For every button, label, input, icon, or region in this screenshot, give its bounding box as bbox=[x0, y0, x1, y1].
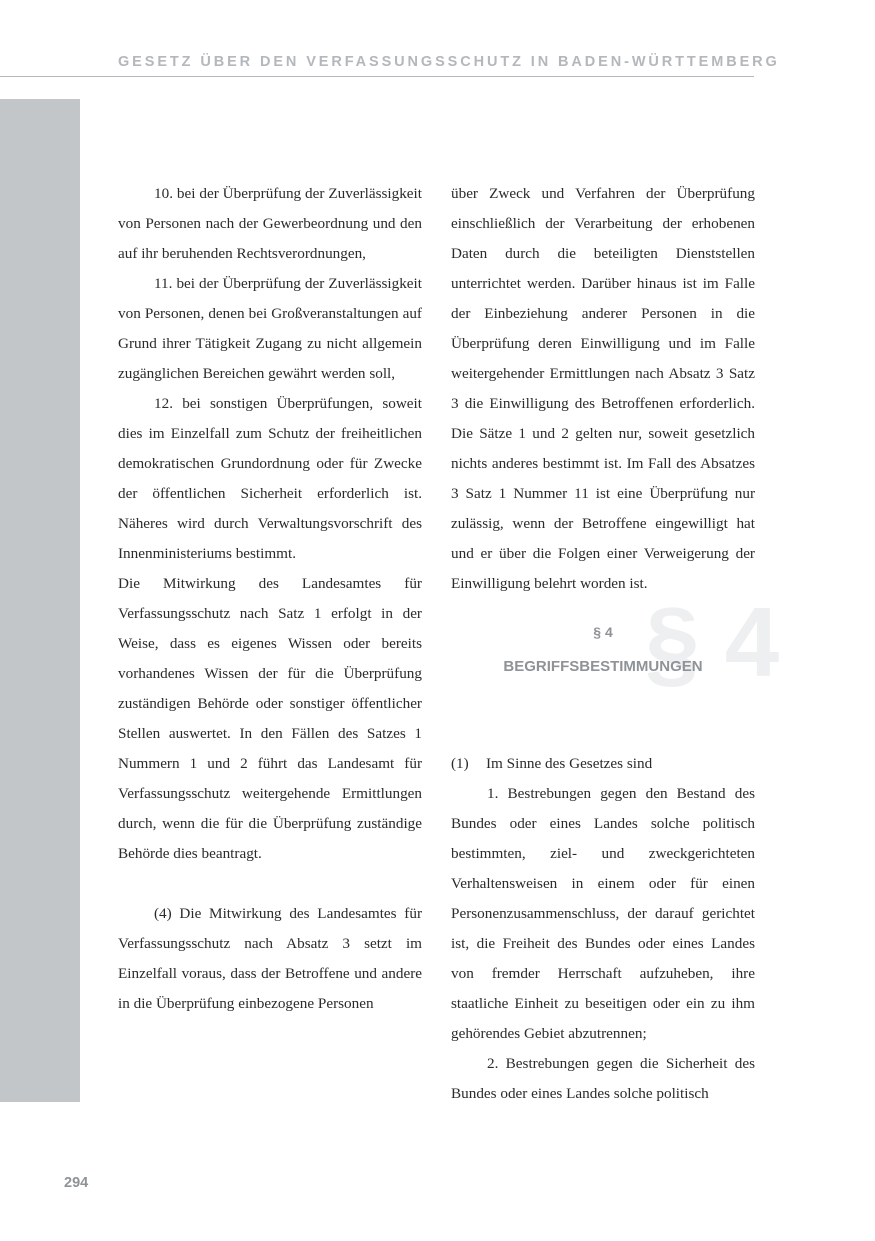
section-title: BEGRIFFSBESTIMMUNGEN bbox=[503, 658, 703, 675]
definition-1: 1. Bestrebungen gegen den Bestand des Bundes oder eines Landes solche politisch bestimmten, ziel- und zweckgerichteten Verhaltensweisen in einem oder für einen Personenzusammenschluss, der darauf gerichtet ist, die Freiheit des Bundes oder eines Landes von fremder Herrschaft aufzuheben, ihre staatliche Einheit zu beseitigen oder ein zu ihm gehörendes Gebiet abzutrennen; bbox=[451, 785, 755, 1042]
page-number: 294 bbox=[64, 1175, 89, 1191]
list-item-10: 10. bei der Überprüfung der Zuverlässigkeit von Personen nach der Gewerbeordnung und den auf ihr beruhenden Rechtsverordnungen, bbox=[118, 185, 422, 262]
paragraph-mitwirkung: Die Mitwirkung des Landesamtes für Verfassungsschutz nach Satz 1 erfolgt in der Weise, dass es eigenes Wissen oder bereits vorhandenes Wissen der für die Überprüfung zuständigen Behörde oder sonstiger öffentlicher Stellen auswertet. In den Fällen des Satzes 1 Nummern 1 und 2 führt das Landesamt für Verfassungsschutz weitergehende Ermittlungen durch, wenn die für die Überprüfung zuständige Behörde dies beantragt. bbox=[118, 575, 422, 862]
section-number: § 4 bbox=[593, 624, 613, 640]
section-watermark: § 4 bbox=[645, 587, 779, 697]
absatz-1 bbox=[451, 749, 755, 779]
left-column bbox=[118, 179, 422, 1019]
right-column bbox=[451, 179, 779, 1109]
running-header: GESETZ ÜBER DEN VERFASSUNGSSCHUTZ IN BADEN-WÜRTTEMBERG bbox=[118, 54, 780, 70]
paragraph-gap bbox=[118, 869, 422, 899]
absatz-text: Im Sinne des Gesetzes sind bbox=[486, 755, 653, 772]
absatz-label: (1) bbox=[451, 755, 469, 772]
side-bar-decoration bbox=[0, 99, 80, 1102]
list-item-11: 11. bei der Überprüfung der Zuverlässigkeit von Personen, denen bei Großveranstaltungen auf Grund ihrer Tätigkeit Zugang zu nicht allgemein zugänglichen Bereichen gewährt werden soll, bbox=[118, 275, 422, 382]
header-rule bbox=[0, 76, 754, 77]
list-item-12: 12. bei sonstigen Überprüfungen, soweit dies im Einzelfall zum Schutz der freiheitlichen demokratischen Grundordnung oder für Zwecke der öffentlichen Sicherheit erforderlich ist. Näheres wird durch Verwaltungsvorschrift des Innenministeriums bestimmt. bbox=[118, 395, 422, 562]
definition-2: 2. Bestrebungen gegen die Sicherheit des Bundes oder eines Landes solche politisch bbox=[451, 1055, 755, 1102]
paragraph-continuation: über Zweck und Verfahren der Überprüfung einschließlich der Verarbeitung der erhobenen Daten durch die beteiligten Dienststellen unterrichtet werden. Darüber hinaus ist im Falle der Einbeziehung anderer Personen in die Überprüfung deren Einwilligung und im Falle weitergehender Ermittlungen nach Absatz 3 Satz 3 die Einwilligung des Betroffenen erforderlich. Die Sätze 1 und 2 gelten nur, soweit gesetzlich nichts anderes bestimmt ist. Im Fall des Absatzes 3 Satz 1 Nummer 11 ist eine Überprüfung nur zulässig, wenn der Betroffene eingewilligt hat und er über die Folgen einer Verweigerung der Einwilligung belehrt worden ist. bbox=[451, 185, 755, 592]
section-heading bbox=[451, 587, 779, 749]
paragraph-4: (4) Die Mitwirkung des Landesamtes für Verfassungsschutz nach Absatz 3 setzt im Einzelfall voraus, dass der Betroffene und andere in die Überprüfung einbezogene Personen bbox=[118, 905, 422, 1012]
